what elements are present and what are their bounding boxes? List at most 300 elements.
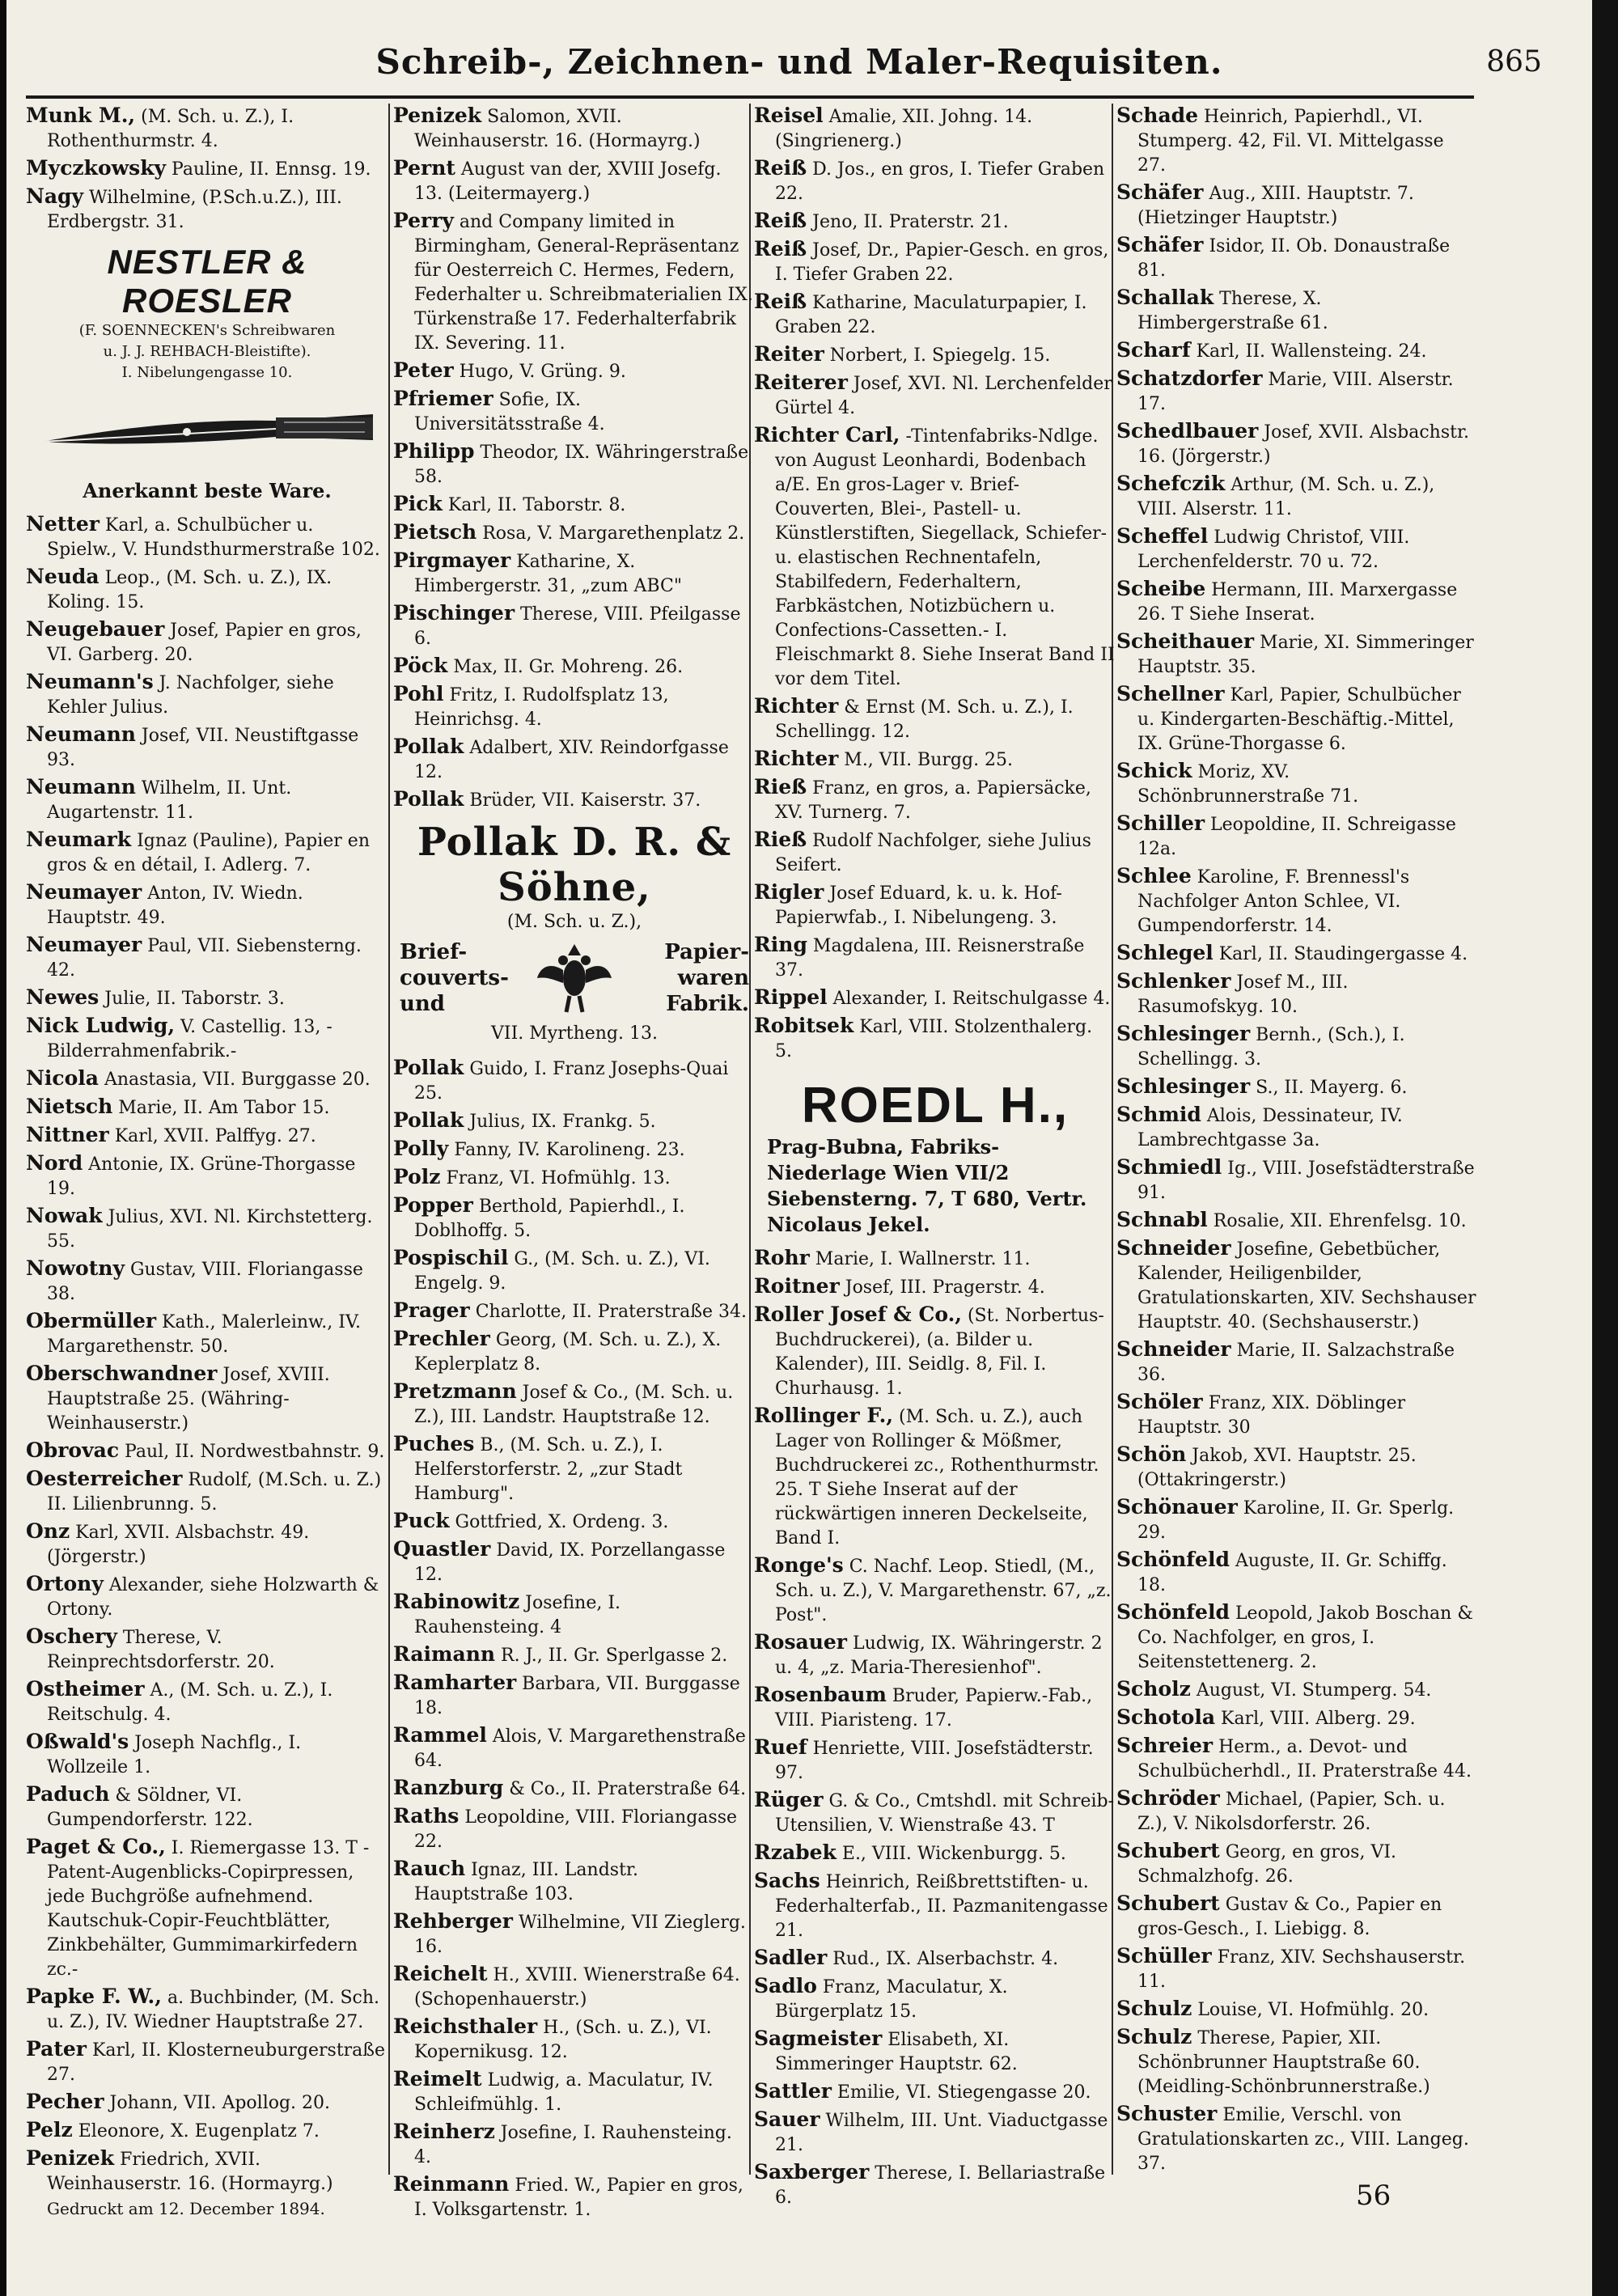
entry-details: Therese, Papier, XII. Schönbrunner Hauptstraße 60. (Meidling-Schönbrunnerstraße.) [1137,2028,1430,2097]
entry-name: Schallak [1116,286,1214,309]
directory-entry [393,358,754,384]
directory-entry [1116,366,1477,417]
directory-entry [754,1735,1115,1786]
entry-name: Roller Josef & Co., [754,1303,962,1326]
entry-details: Ignaz (Pauline), Papier en gros & en détail, I. Adlerg. 7. [47,831,370,875]
directory-entry [1116,864,1477,938]
nestler-roesler-ad [26,243,388,502]
directory-entry [393,682,754,732]
entry-details: August, VI. Stumperg. 54. [1190,1680,1432,1701]
entry-details: Isidor, II. Ob. Donaustraße 81. [1137,236,1451,281]
entry-name: Penizek [26,2146,115,2170]
entry-details: Karl, II. Klosterneuburgerstraße 27. [47,2040,386,2085]
entry-details: Josef, III. Pragerstr. 4. [839,1277,1045,1298]
directory-entry [1116,1442,1477,1493]
entry-details: Josefine, Gebetbücher, Kalender, Heiligenbilder, Gratulationskarten, XIV. Sechshauser Hauptstr. 40. (Sechshauserstr.) [1137,1239,1476,1332]
entry-details: J. Nachfolger, siehe Kehler Julius. [47,673,334,718]
entry-name: Rauch [393,1857,466,1880]
entry-name: Rosenbaum [754,1683,887,1706]
entry-details: Rosa, V. Margarethenplatz 2. [477,523,745,544]
entry-details: Charlotte, II. Praterstraße 34. [469,1302,747,1322]
entry-name: Papke F. W., [26,1985,162,2008]
directory-entry [393,1804,754,1854]
entry-name: Popper [393,1193,473,1217]
entry-details: Karl, II. Taborstr. 8. [442,495,626,515]
entry-name: Schröder [1116,1786,1220,1810]
entry-details: Eleonore, X. Eugenplatz 7. [72,2121,320,2141]
directory-entry [754,2107,1115,2158]
entry-details: Moriz, XV. Schönbrunnerstraße 71. [1137,762,1359,807]
entry-details: Auguste, II. Gr. Schiffg. 18. [1137,1551,1447,1595]
directory-entry [393,2172,754,2222]
entry-name: Neumark [26,828,132,851]
entry-list [393,104,756,813]
directory-entry [754,104,1115,154]
directory-entry [754,694,1115,744]
entry-details: Kath., Malerleinw., IV. Margarethenstr. 50. [47,1312,361,1357]
directory-entry [26,2037,387,2087]
entry-details: Josefine, I. Rauhensteing. 4. [414,2123,732,2167]
entry-name: Nittner [26,1123,109,1146]
entry-name: Rzabek [754,1841,837,1864]
entry-details: Franz, Maculatur, X. Bürgerplatz 15. [775,1977,1008,2022]
directory-entry [26,1095,387,1120]
entry-name: Schatzdorfer [1116,366,1263,390]
entry-details: a. Buchbinder, (M. Sch. u. Z.), IV. Wiedner Hauptstraße 27. [47,1988,380,2032]
entry-details: Leopoldine, VIII. Floriangasse 22. [414,1807,738,1852]
entry-details: Georg, (M. Sch. u. Z.), X. Keplerplatz 8. [414,1330,722,1375]
entry-details: (M. Sch. u. Z.), I. Rothenthurmstr. 4. [47,107,294,151]
entry-details: & Ernst (M. Sch. u. Z.), I. Schellingg. 12. [775,697,1074,742]
directory-entry [26,828,387,878]
entry-name: Ring [754,933,807,956]
directory-entry [754,209,1115,235]
entry-details: Leopold, Jakob Boschan & Co. Nachfolger, en gros, I. Seitenstettenerg. 2. [1137,1603,1473,1672]
directory-entry [754,1630,1115,1680]
entry-details: Arthur, (M. Sch. u. Z.), VIII. Alserstr. 11. [1137,475,1435,519]
entry-list [754,1246,1116,2210]
entry-details: Therese, V. Reinprechtsdorferstr. 20. [47,1628,275,1672]
entry-name: Rabinowitz [393,1590,520,1613]
entry-details: Wilhelm, III. Unt. Viaductgasse 21. [775,2111,1108,2155]
directory-entry [754,828,1115,878]
ad-line: (F. SOENNECKEN's Schreibwaren [78,322,336,339]
entry-details: H., XVIII. Wienerstraße 64. (Schopenhauerstr.) [414,1965,740,2010]
entry-details: Marie, II. Salzachstraße 36. [1137,1341,1455,1385]
entry-details: Aug., XIII. Hauptstr. 7. (Hietzinger Hauptstr.) [1137,184,1414,228]
entry-name: Penizek [393,104,482,127]
entry-name: Sadlo [754,1974,817,1997]
entry-name: Sagmeister [754,2027,883,2050]
entry-details: Josef, Papier en gros, VI. Garberg. 20. [47,621,362,665]
directory-entry [1116,2025,1477,2099]
directory-entry [393,2120,754,2170]
entry-details: S., II. Mayerg. 6. [1250,1078,1408,1098]
directory-entry [1116,233,1477,283]
directory-entry [393,735,754,785]
directory-entry [26,1256,387,1307]
entry-details: Anton, IV. Wiedn. Hauptstr. 49. [47,883,303,928]
entry-details: Rud., IX. Alserbachstr. 4. [827,1949,1059,1969]
entry-details: & Söldner, VI. Gumpendorferstr. 122. [47,1786,253,1830]
entry-details: Josef, XVIII. Hauptstraße 25. (Währing-Weinhauserstr.) [47,1365,330,1434]
entry-details: Wilhelmine, VII Zieglerg. 16. [414,1913,746,1957]
entry-details: Herm., a. Devot- und Schulbücherhdl., II. Praterstraße 44. [1137,1737,1472,1781]
entry-name: Rüger [754,1788,824,1811]
directory-entry [393,156,754,206]
column-1 [26,104,388,2194]
entry-details: Josef & Co., (M. Sch. u. Z.), III. Landstr. Hauptstraße 12. [414,1383,734,1427]
directory-entry [393,1327,754,1377]
directory-entry [26,1014,387,1064]
entry-name: Pirgmayer [393,549,511,572]
directory-entry [754,1246,1115,1272]
directory-entry [393,104,754,154]
directory-entry [1116,1734,1477,1784]
entry-details: Paul, VII. Siebensterng. 42. [47,936,362,981]
ad-title: NESTLER & ROESLER [107,243,307,320]
directory-entry [1116,1786,1477,1836]
entry-details: Marie, II. Am Tabor 15. [112,1098,330,1118]
entry-name: Scharf [1116,338,1191,362]
page-number: 865 [1486,45,1542,78]
entry-name: Scholz [1116,1677,1191,1701]
directory-entry [754,1683,1115,1733]
directory-entry [1116,2102,1477,2176]
entry-name: Rigler [754,880,824,904]
ad-line: u. J. J. REHBACH-Bleistifte). [103,343,311,360]
ad-left-text: Brief- couverts- und [400,940,509,1016]
entry-list [26,512,388,2196]
entry-details: Karl, II. Wallensteing. 24. [1190,341,1427,362]
entry-details: G., (M. Sch. u. Z.), VI. Engelg. 9. [414,1249,710,1294]
directory-entry [26,512,387,562]
entry-list [1116,104,1479,2176]
entry-name: Oesterreicher [26,1467,183,1490]
entry-details: Jakob, XVI. Hauptstr. 25. (Ottakringerstr.) [1137,1446,1417,1490]
ad-slogan: Anerkannt beste Ware. [83,479,332,502]
entry-name: Schreier [1116,1734,1214,1757]
directory-entry [393,1246,754,1296]
directory-entry [754,237,1115,287]
entry-name: Schönauer [1116,1495,1238,1519]
entry-details: Pauline, II. Ennsg. 19. [166,159,371,180]
directory-entry [754,1404,1115,1551]
directory-entry [393,520,754,546]
entry-details: Henriette, VIII. Josefstädterstr. 97. [775,1739,1094,1783]
entry-name: Paget & Co., [26,1835,166,1858]
entry-name: Pfriemer [393,387,493,410]
entry-name: Schäfer [1116,233,1204,256]
ad-right-text: Papier- waren Fabrik. [664,940,749,1016]
entry-name: Oschery [26,1625,117,1648]
entry-name: Pischinger [393,601,515,625]
entry-details: Heinrich, Papierhdl., VI. Stumperg. 42, Fil. VI. Mittelgasse 27. [1137,107,1444,176]
directory-entry [26,2090,387,2116]
directory-entry [754,1303,1115,1401]
directory-entry [26,2146,387,2196]
entry-details: Sofie, IX. Universitätsstraße 4. [414,390,605,434]
entry-details: Karl, XVII. Palffyg. 27. [108,1126,316,1146]
directory-entry [754,1974,1115,2024]
directory-entry [393,1642,754,1668]
entry-list [754,104,1116,1064]
sheet-number: 56 [1356,2180,1391,2212]
entry-name: Schulz [1116,2025,1192,2048]
directory-entry [393,1723,754,1773]
entry-details: Guido, I. Franz Josephs-Quai 25. [414,1059,729,1104]
entry-name: Rieß [754,775,807,799]
entry-name: Neumann [26,722,136,746]
entry-name: Schneider [1116,1337,1231,1361]
directory-entry [1116,1103,1477,1153]
directory-entry [393,601,754,651]
entry-details: A., (M. Sch. u. Z.), I. Reitschulg. 4. [47,1680,333,1725]
entry-details: M., VII. Burgg. 25. [838,750,1014,770]
entry-name: Schlesinger [1116,1022,1251,1045]
entry-name: Richter [754,694,839,718]
entry-name: Nowotny [26,1256,125,1280]
entry-name: Rieß [754,828,807,851]
entry-details: Ludwig, a. Maculatur, IV. Schleifmühlg. 1. [414,2070,714,2115]
entry-name: Onz [26,1519,70,1543]
directory-entry [393,2067,754,2117]
entry-details: Alexander, siehe Holzwarth & Ortony. [47,1575,379,1620]
directory-entry [26,1309,387,1359]
directory-entry [1116,1677,1477,1703]
entry-name: Obrovac [26,1438,120,1462]
entry-name: Reisel [754,104,824,127]
entry-details: Berthold, Papierhdl., I. Doblhoffg. 5. [414,1197,685,1241]
entry-details: Karoline, F. Brennessl's Nachfolger Anton Schlee, VI. Gumpendorferstr. 14. [1137,867,1410,936]
entry-name: Polz [393,1165,441,1188]
entry-details: Josef, VII. Neustiftgasse 93. [47,726,359,770]
entry-name: Scheibe [1116,577,1206,600]
directory-entry [754,1788,1115,1838]
entry-name: Rehberger [393,1909,513,1933]
directory-entry [393,1193,754,1243]
entry-details: Antonie, IX. Grüne-Thorgasse 19. [47,1154,356,1199]
entry-details: Franz, VI. Hofmühlg. 13. [440,1168,671,1188]
directory-entry [1116,1944,1477,1994]
directory-entry [754,1274,1115,1300]
directory-entry [754,290,1115,340]
entry-name: Schlenker [1116,969,1231,993]
entry-details: Karl, VIII. Stolzenthalerg. 5. [775,1017,1093,1061]
directory-entry [393,2014,754,2065]
directory-entry [1116,1548,1477,1598]
entry-name: Reiß [754,290,807,313]
entry-name: Reiter [754,342,824,366]
entry-details: Joseph Nachflg., I. Wollzeile 1. [47,1733,302,1777]
entry-details: Barbara, VII. Burggasse 18. [414,1674,740,1718]
entry-name: Obermüller [26,1309,157,1332]
entry-name: Schmiedl [1116,1155,1222,1179]
directory-entry [1116,338,1477,364]
directory-entry [1116,1236,1477,1335]
directory-entry [26,1730,387,1780]
entry-name: Pollak [393,735,464,758]
directory-entry [754,933,1115,983]
entry-details: Jeno, II. Praterstr. 21. [807,212,1009,232]
directory-entry [393,1379,754,1430]
entry-details: and Company limited in Birmingham, General-Repräsentanz für Oesterreich C. Hermes, Federn, Federhalter u. Schreibmaterialien IX. Türkenstraße 17. Federhalterfabrik IX. Severing. 11. [414,212,753,354]
ad-body: Prag-Bubna, Fabriks-Niederlage Wien VII/2 Siebensterng. 7, T 680, Vertr. Nicolaus Jekel. [767,1135,1087,1236]
entry-name: Schefczik [1116,472,1226,495]
entry-name: Prechler [393,1327,490,1350]
entry-details: -Tintenfabriks-Ndlge. von August Leonhardi, Bodenbach a/E. En gros-Lager v. Brief-Couverten, Blei-, Pastell- u. Künstlerstiften, Siegellack, Schiefer- u. elastischen Rechnentafeln, Stabilfedern, Federhaltern, Farbkästchen, Notizbüchern u. Confections-Cassetten.- I. Fleischmarkt 8. Siehe Inserat Band II vor dem Titel. [775,426,1115,689]
entry-name: Raimann [393,1642,496,1666]
entry-details: D. Jos., en gros, I. Tiefer Graben 22. [775,159,1105,204]
entry-name: Rohr [754,1246,810,1269]
page-title: Schreib-, Zeichnen- und Maler-Requisiten. [375,42,1223,82]
entry-details: Wilhelm, II. Unt. Augartenstr. 11. [47,778,292,823]
entry-details: Therese, X. Himbergerstraße 61. [1137,289,1328,333]
entry-name: Reichelt [393,1962,488,1985]
directory-entry [1116,969,1477,1019]
directory-entry [26,1677,387,1727]
entry-name: Schüller [1116,1944,1212,1968]
ad-line: I. Nibelungengasse 10. [121,364,293,381]
entry-details: Marie, XI. Simmeringer Hauptstr. 35. [1137,633,1474,677]
entry-name: Pollak [393,1108,464,1132]
directory-entry [26,2118,387,2144]
entry-details: G. & Co., Cmtshdl. mit Schreib-Utensilien, V. Wienstraße 43. T [775,1791,1115,1836]
directory-entry [393,549,754,599]
directory-entry [754,156,1115,206]
double-eagle-icon [534,938,615,1019]
ad-title: Pollak D. R. & Söhne, [417,820,732,910]
entry-name: Ostheimer [26,1677,145,1701]
entry-details: Elisabeth, XI. Simmeringer Hauptstr. 62. [775,2030,1018,2074]
directory-entry [754,747,1115,773]
entry-name: Neumayer [26,880,142,904]
directory-entry [393,209,754,356]
entry-name: Pollak [393,787,464,811]
directory-entry [754,1869,1115,1943]
directory-entry [26,933,387,983]
entry-details: Josef, Dr., Papier-Gesch. en gros, I. Tiefer Graben 22. [775,240,1109,285]
entry-name: Nicola [26,1066,99,1090]
entry-details: Max, II. Gr. Mohreng. 26. [447,657,684,677]
entry-name: Schick [1116,759,1192,782]
entry-details: Karl, Papier, Schulbücher u. Kindergarten-Beschäftig.-Mittel, IX. Grüne-Thorgasse 6. [1137,685,1461,754]
entry-name: Nord [26,1151,83,1175]
directory-entry [393,1671,754,1721]
entry-name: Schlee [1116,864,1192,887]
entry-details: C. Nachf. Leop. Stiedl, (M., Sch. u. Z.), V. Margarethenstr. 67, „z. Post". [775,1557,1112,1625]
entry-name: Schnabl [1116,1208,1208,1231]
entry-details: Leop., (M. Sch. u. Z.), IX. Koling. 15. [47,568,332,612]
entry-details: Karl, XVII. Alsbachstr. 49. (Jörgerstr.) [47,1523,310,1567]
entry-name: Schönfeld [1116,1548,1230,1571]
directory-entry [393,1108,754,1134]
entry-name: Pelz [26,2118,73,2141]
directory-entry [26,775,387,825]
entry-name: Sadler [754,1946,828,1969]
entry-details: Rudolf Nachfolger, siehe Julius Seifert. [775,831,1091,875]
entry-details: Karl, VIII. Alberg. 29. [1215,1709,1416,1729]
entry-name: Pohl [393,682,444,705]
entry-name: Neumayer [26,933,142,956]
entry-details: Franz, XIV. Sechshauserstr. 11. [1137,1947,1466,1992]
entry-name: Pater [26,2037,87,2061]
directory-entry [1116,811,1477,862]
directory-entry [26,1782,387,1832]
entry-details: Therese, VIII. Pfeilgasse 6. [414,604,741,649]
directory-entry [393,1509,754,1535]
directory-entry [1116,472,1477,522]
entry-name: Scheffel [1116,524,1209,548]
entry-name: Schäfer [1116,180,1204,204]
directory-entry [754,775,1115,825]
entry-name: Myczkowsky [26,156,167,180]
entry-name: Oberschwandner [26,1362,218,1385]
entry-name: Pöck [393,654,448,677]
entry-details: Norbert, I. Spiegelg. 15. [824,345,1051,366]
entry-details: Leopoldine, II. Schreigasse 12a. [1137,815,1456,859]
entry-details: David, IX. Porzellangasse 12. [414,1540,726,1585]
entry-details: Michael, (Papier, Sch. u. Z.), V. Nikolsdorferstr. 26. [1137,1790,1446,1834]
entry-details: Ludwig, IX. Währingerstr. 2 u. 4, „z. Maria-Theresienhof". [775,1633,1103,1678]
entry-details: August van der, XVIII Josefg. 13. (Leitermayerg.) [414,159,722,204]
directory-entry [26,1123,387,1149]
entry-details: Franz, XIX. Döblinger Hauptstr. 30 [1137,1393,1406,1438]
ad-title: ROEDL H., [801,1078,1069,1133]
entry-details: Alois, Dessinateur, IV. Lambrechtgasse 3a. [1137,1106,1403,1150]
entry-name: Sattler [754,2079,832,2103]
entry-name: Ortony [26,1572,104,1595]
pen-nib-icon [33,393,381,471]
entry-name: Sauer [754,2107,820,2131]
entry-details: B., (M. Sch. u. Z.), I. Helferstorferstr. 2, „zur Stadt Hamburg". [414,1435,683,1504]
directory-entry [754,1553,1115,1628]
directory-entry [754,1841,1115,1866]
directory-entry [754,1946,1115,1972]
directory-entry [754,2079,1115,2105]
directory-entry [26,1572,387,1622]
ad-address: VII. Myrtheng. 13. [491,1023,658,1044]
directory-entry [754,1014,1115,1064]
ad-subtitle: (M. Sch. u. Z.), [506,912,642,932]
column-divider [388,104,390,2175]
entry-name: Rosauer [754,1630,847,1654]
directory-entry [1116,1705,1477,1731]
entry-details: Friedrich, XVII. Weinhauserstr. 16. (Hormayrg.) [47,2150,333,2194]
entry-details: Paul, II. Nordwestbahnstr. 9. [119,1442,385,1462]
entry-name: Schlesinger [1116,1074,1251,1098]
entry-name: Schöler [1116,1390,1203,1413]
directory-entry [26,880,387,930]
directory-entry [26,104,387,154]
entry-name: Rammel [393,1723,487,1747]
directory-entry [26,617,387,667]
entry-name: Paduch [26,1782,110,1806]
entry-details: Alois, V. Margarethenstraße 64. [414,1726,746,1771]
column-4 [1116,104,1479,2183]
entry-name: Schuster [1116,2102,1218,2125]
entry-details: Marie, VIII. Alserstr. 17. [1137,370,1454,414]
entry-name: Schubert [1116,1891,1220,1915]
directory-entry [1116,419,1477,469]
entry-name: Neumann [26,775,136,799]
directory-entry [1116,1155,1477,1205]
entry-details: Brüder, VII. Kaiserstr. 37. [464,790,701,811]
entry-details: Katharine, Maculaturpapier, I. Graben 22. [775,293,1087,337]
entry-details: Marie, I. Wallnerstr. 11. [809,1249,1031,1269]
entry-details: Gustav, VIII. Floriangasse 38. [47,1260,363,1304]
entry-details: I. Riemergasse 13. T -Patent-Augenblicks-Copirpressen, jede Buchgröße aufnehmend. Kautschuk-Copir-Feuchtblätter, Zinkbehälter, Gummimarkirfedern zc.- [47,1838,370,1980]
